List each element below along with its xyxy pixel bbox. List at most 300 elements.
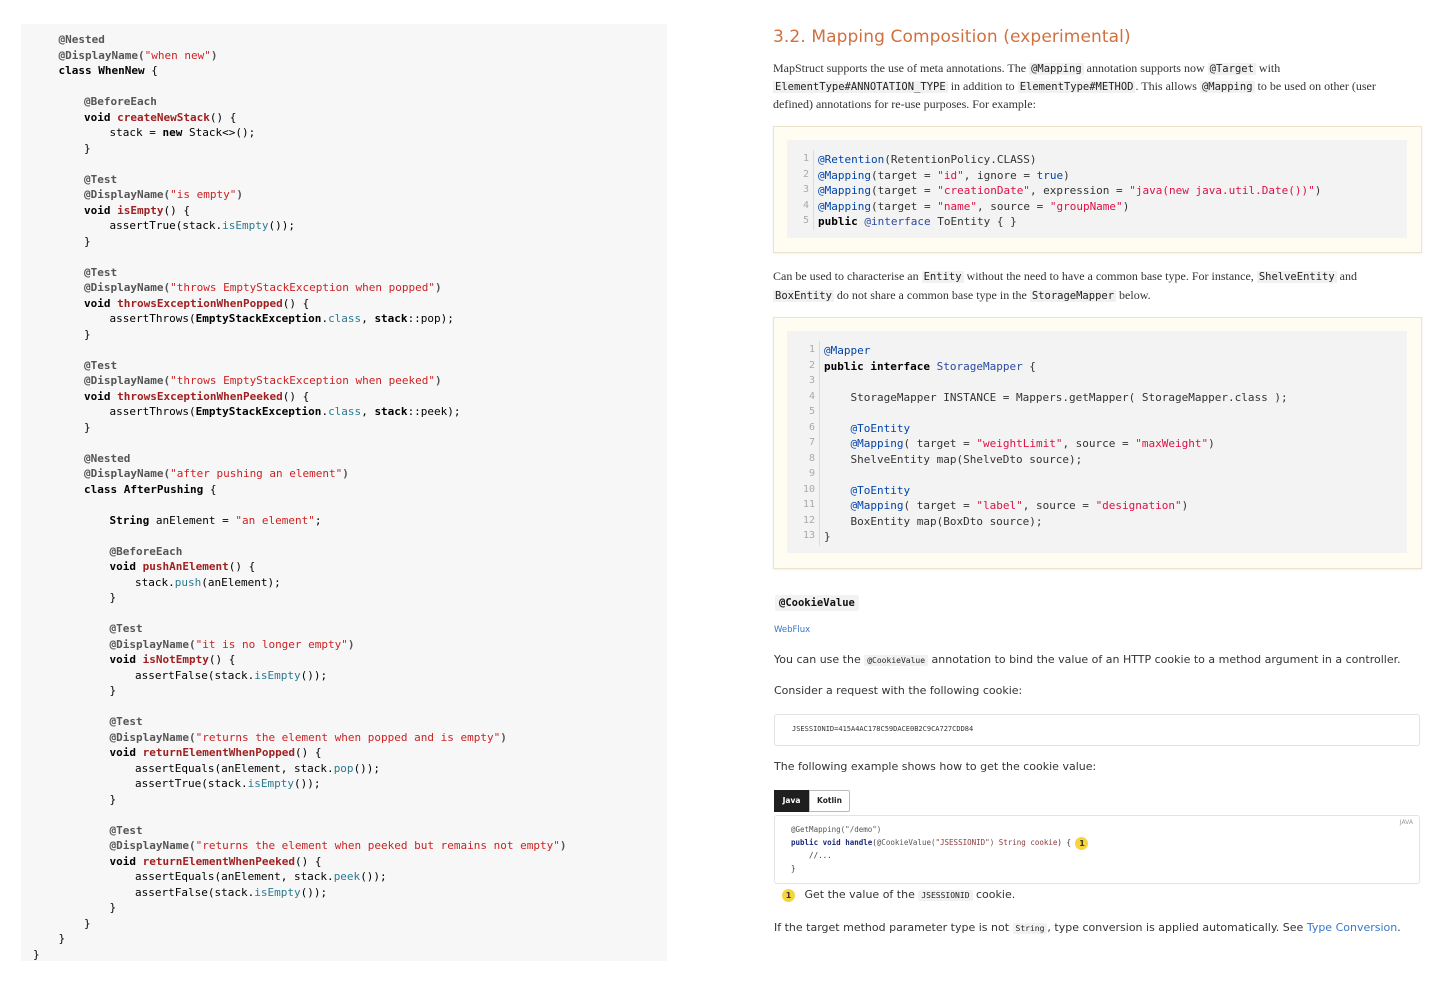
code-token: "is empty" <box>170 188 237 201</box>
code-token: @Mapper <box>824 344 871 357</box>
code-token: new <box>162 126 189 139</box>
code-token: ( <box>872 838 877 847</box>
tab-java[interactable]: Java <box>774 790 809 812</box>
java-code-box <box>774 815 1420 884</box>
code-token: returnElementWhenPeeked <box>142 854 295 868</box>
line-number: 6 <box>808 421 815 433</box>
code-token: @Nested <box>58 33 105 46</box>
code-token: } <box>109 591 117 604</box>
code-token: stack <box>374 312 408 325</box>
code-token: } <box>84 234 91 248</box>
code-token: ( target = <box>903 499 977 512</box>
section-title: 3.2. Mapping Composition (experimental) <box>773 27 1131 47</box>
code-token: @DisplayName( <box>58 48 145 62</box>
code-token: (target = <box>870 168 938 182</box>
code-token: } <box>84 327 91 341</box>
code-token: } <box>33 947 40 961</box>
code-token: ()); <box>293 777 321 790</box>
code-line <box>110 218 295 234</box>
code-line <box>110 792 117 808</box>
code-line <box>59 63 158 79</box>
code-token: throwsExceptionWhenPeeked <box>117 389 283 403</box>
code-token: { <box>203 482 217 496</box>
code-token: , source = <box>1062 437 1136 450</box>
code-token: StorageMapper <box>936 359 1023 373</box>
code-line <box>84 451 130 467</box>
line-number: 4 <box>802 199 809 211</box>
code-token: () { <box>228 560 256 573</box>
code-token: assertFalse(stack. <box>135 885 255 899</box>
left-code-panel <box>21 24 667 961</box>
line-number: 3 <box>802 184 809 195</box>
code-line <box>84 389 309 405</box>
code-line <box>791 862 796 875</box>
text-run: Can be used to characterise an <box>773 269 922 283</box>
cookievalue-paragraph-3: The following example shows how to get the cookie value: <box>774 760 1097 773</box>
code-line <box>84 296 309 312</box>
line-number: 2 <box>802 168 809 180</box>
code-token: StorageMapper INSTANCE = Mappers.getMapper( StorageMapper.class ); <box>824 390 1288 404</box>
code-token: ) <box>210 48 218 62</box>
code-token: @Retention <box>818 153 885 166</box>
code-token: ()); <box>300 668 328 682</box>
code-line <box>84 358 117 374</box>
code-line <box>824 421 910 437</box>
code-token: isEmpty <box>254 668 301 682</box>
code-token: , expression = <box>1029 184 1130 197</box>
code-token: "name" <box>937 199 977 213</box>
text-run: annotation to bind the value of an HTTP cookie to a method argument in a controller. <box>928 653 1401 666</box>
cookievalue-paragraph-1 <box>774 652 1401 669</box>
code-line <box>110 559 256 575</box>
code-token: () { <box>282 389 310 403</box>
code-listing-1-body <box>787 140 1407 238</box>
code-line <box>135 869 387 885</box>
code-line <box>824 529 831 545</box>
inline-code: @Mapping <box>1031 63 1082 75</box>
code-token: @DisplayName( <box>84 374 171 387</box>
code-token: } <box>58 932 66 945</box>
cookie-example-text: JSESSIONID=415A4AC178C59DACE0B2C9CA727CDD84 <box>792 725 974 733</box>
code-line <box>824 359 1036 375</box>
code-token: @Mapping <box>818 184 871 197</box>
code-token <box>824 499 851 512</box>
code-token: ShelveEntity map(ShelveDto source); <box>824 452 1083 466</box>
inline-code: ElementType#METHOD <box>1019 81 1134 93</box>
line-number: 3 <box>808 375 815 386</box>
inline-code: String <box>1013 923 1048 934</box>
code-token: () { <box>294 854 322 868</box>
code-token: isNotEmpty <box>142 653 209 666</box>
code-line <box>84 420 91 436</box>
code-token: Stack<>(); <box>188 126 256 139</box>
code-line <box>135 761 380 777</box>
code-line <box>84 482 216 498</box>
text-run: . <box>1397 921 1401 934</box>
code-token: "weightLimit" <box>976 437 1063 450</box>
code-token: true <box>1036 168 1064 182</box>
inline-code: ElementType#ANNOTATION_TYPE <box>775 81 946 93</box>
code-token <box>824 437 851 450</box>
code-token: ) <box>500 730 507 744</box>
code-token: void <box>84 110 118 124</box>
text-run: in addition to <box>947 79 1018 93</box>
code-line <box>84 172 117 188</box>
code-token: assertThrows( <box>109 405 196 418</box>
code-line <box>84 373 442 389</box>
mapstruct-paragraph-2-line-2 <box>773 286 1151 305</box>
code-token: "throws EmptyStackException when popped" <box>170 281 435 294</box>
inline-code: JSESSIONID <box>918 890 972 901</box>
code-token: } <box>791 864 796 873</box>
code-token: stack <box>374 405 408 418</box>
code-line <box>824 483 910 499</box>
code-token: @DisplayName( <box>84 281 171 294</box>
code-line <box>110 637 355 653</box>
text-run: do not share a common base type in the <box>833 288 1030 302</box>
code-token: isEmpty <box>222 219 269 232</box>
code-line <box>84 94 157 110</box>
code-token: assertTrue(stack. <box>135 777 248 790</box>
line-number: 7 <box>808 437 815 448</box>
code-token: } <box>109 684 117 697</box>
code-line <box>110 714 143 730</box>
code-line <box>110 652 236 668</box>
code-token: @BeforeEach <box>109 544 183 558</box>
code-token: { <box>1022 359 1036 373</box>
mapstruct-paragraph-1-line-2 <box>773 77 1376 96</box>
text-run: . This allows <box>1135 79 1200 93</box>
code-token: "id" <box>937 168 964 182</box>
code-line <box>824 343 870 359</box>
code-token: returnElementWhenPopped <box>142 746 295 759</box>
code-token: , ignore = <box>963 168 1037 182</box>
inline-code: BoxEntity <box>775 290 832 302</box>
code-token: EmptyStackException <box>195 405 322 418</box>
code-token: public <box>818 215 865 228</box>
code-token: EmptyStackException <box>195 312 322 325</box>
mapstruct-paragraph-2 <box>773 267 1357 286</box>
code-token: () { <box>282 296 310 310</box>
code-token: pop <box>333 761 354 775</box>
line-number: 2 <box>808 359 815 371</box>
code-line <box>135 575 281 591</box>
text-run: If the target method parameter type is not <box>774 921 1013 934</box>
code-token: String <box>109 513 156 527</box>
code-token: //... <box>791 851 832 860</box>
code-token: ::pop); <box>407 312 454 325</box>
code-token: void <box>84 389 118 403</box>
code-token: pushAnElement <box>142 560 229 573</box>
code-token: BoxEntity map(BoxDto source); <box>824 514 1043 528</box>
language-label: JAVA <box>1399 819 1413 826</box>
tab-kotlin[interactable]: Kotlin <box>809 790 850 812</box>
code-token: () { <box>294 746 322 759</box>
code-token: "returns the element when peeked but remains not empty" <box>195 839 560 852</box>
code-token: ToEntity { } <box>930 215 1017 228</box>
cookievalue-heading: @CookieValue <box>775 595 859 611</box>
code-line <box>59 32 105 48</box>
code-line <box>791 823 881 836</box>
code-line <box>110 823 143 839</box>
line-number: 13 <box>802 530 815 541</box>
code-token: . <box>321 312 329 325</box>
code-token: , source = <box>1022 499 1096 512</box>
line-number: 5 <box>808 406 815 417</box>
code-token: } <box>109 792 117 806</box>
code-token: (target = <box>870 199 938 213</box>
code-line <box>110 838 567 854</box>
code-token: assertTrue(stack. <box>109 219 223 232</box>
code-token: void <box>109 746 143 759</box>
code-token: . <box>321 405 329 418</box>
code-token: class <box>84 482 124 496</box>
code-token: { <box>144 64 158 77</box>
callout-note <box>782 888 1015 902</box>
inline-code: @Target <box>1209 63 1254 75</box>
code-line <box>84 141 91 157</box>
code-token: ) <box>1122 199 1130 213</box>
code-line <box>824 390 1288 406</box>
code-line <box>110 513 322 529</box>
inline-code: Entity <box>923 271 962 283</box>
code-token <box>824 422 851 435</box>
code-token: @DisplayName( <box>109 839 196 852</box>
code-token: "groupName" <box>1049 199 1123 213</box>
code-token: isEmpty <box>117 203 164 217</box>
code-token: (target = <box>870 184 938 197</box>
text-run: You can use the <box>774 653 865 666</box>
code-line <box>135 885 327 901</box>
code-line <box>824 498 1188 514</box>
callout-badge: 1 <box>1075 837 1088 850</box>
code-token: , <box>361 312 375 325</box>
code-token: @GetMapping("/demo") <box>791 825 882 834</box>
line-number: 12 <box>802 514 815 526</box>
mapstruct-paragraph-1-line-3: defined) annotations for re-use purposes. For example: <box>773 97 1036 111</box>
code-token: "creationDate" <box>937 184 1030 197</box>
code-token <box>824 484 851 497</box>
code-token: () { <box>209 110 237 124</box>
code-line <box>818 183 1321 199</box>
code-line <box>110 621 143 637</box>
code-line <box>110 854 322 870</box>
code-token: (anElement); <box>201 575 281 589</box>
code-line <box>84 280 442 296</box>
code-line <box>818 168 1070 184</box>
code-token: , <box>361 405 375 418</box>
code-token: @CookieValue( <box>876 838 936 847</box>
code-token: @Test <box>109 715 143 728</box>
code-token: assertFalse(stack. <box>135 668 255 682</box>
code-token: } <box>109 901 117 914</box>
text-run: without the need to have a common base type. For instance, <box>963 269 1257 283</box>
callout-text <box>805 888 1016 901</box>
code-token: "throws EmptyStackException when peeked" <box>170 374 435 387</box>
code-line <box>110 404 461 420</box>
line-number: 8 <box>808 452 815 464</box>
code-token: void <box>109 653 143 666</box>
code-token: "an element" <box>235 513 315 527</box>
code-token: String cookie <box>998 838 1058 847</box>
code-line <box>84 327 91 343</box>
code-line <box>110 745 322 761</box>
code-token: class <box>58 64 99 77</box>
code-token: "maxWeight" <box>1135 437 1209 450</box>
code-token: @Mapping <box>850 499 904 512</box>
code-token: ) <box>1314 184 1322 197</box>
code-token: ) <box>347 637 355 651</box>
code-token: void <box>84 296 118 310</box>
code-token: ()); <box>353 761 381 775</box>
code-token: @DisplayName( <box>109 637 196 651</box>
code-token: @DisplayName( <box>109 730 196 744</box>
line-number: 9 <box>808 468 815 479</box>
code-line <box>110 900 117 916</box>
code-token: @Mapping <box>818 168 871 182</box>
text-run: below. <box>1116 288 1151 302</box>
code-token: void <box>109 560 143 573</box>
code-token: WhenNew <box>98 64 145 77</box>
code-token: ) <box>1063 168 1070 182</box>
code-token: AfterPushing <box>123 482 204 496</box>
cookie-example-box <box>774 714 1420 746</box>
code-line <box>84 187 243 203</box>
code-token: @DisplayName( <box>84 467 171 480</box>
line-number: 11 <box>802 499 815 510</box>
cookievalue-paragraph-2: Consider a request with the following cookie: <box>774 684 1023 697</box>
type-conversion-link[interactable]: Type Conversion <box>1306 921 1398 934</box>
code-line <box>791 836 1088 849</box>
code-line <box>110 544 183 560</box>
code-line <box>824 436 1215 452</box>
code-token: isEmpty <box>247 777 294 790</box>
code-line <box>59 931 66 947</box>
code-line <box>110 590 117 606</box>
code-token: stack. <box>135 575 175 589</box>
code-line <box>824 514 1043 530</box>
code-line <box>135 668 327 684</box>
code-token: anElement = <box>155 513 236 527</box>
code-token: void <box>109 854 143 868</box>
code-line <box>135 776 320 792</box>
gutter-divider <box>819 341 820 546</box>
code-token: @ToEntity <box>850 483 911 497</box>
code-token: ()); <box>300 885 328 899</box>
code-token: ) <box>435 281 442 294</box>
code-token: class <box>328 312 362 325</box>
text-run: annotation supports now <box>1083 61 1208 75</box>
code-token: ()); <box>268 219 295 232</box>
code-token: stack = <box>109 126 163 139</box>
code-token: "designation" <box>1095 499 1182 512</box>
code-line <box>59 48 218 64</box>
code-token: assertThrows( <box>109 312 196 325</box>
code-token: @Test <box>84 172 118 186</box>
code-token: push <box>174 575 202 589</box>
line-number: 4 <box>808 390 815 402</box>
inline-code: @CookieValue <box>864 655 928 666</box>
code-token: () { <box>163 203 190 217</box>
code-token: assertEquals(anElement, stack. <box>135 870 334 883</box>
code-token: public interface <box>824 359 937 373</box>
code-token: "returns the element when popped and is empty" <box>195 730 501 744</box>
code-token: @ToEntity <box>850 421 911 435</box>
code-token: ; <box>314 513 322 527</box>
code-token: "when new" <box>144 48 211 62</box>
code-token: ) <box>1181 499 1189 512</box>
inline-code: ShelveEntity <box>1258 271 1335 283</box>
code-token: } <box>824 530 831 543</box>
line-number: 10 <box>802 483 815 495</box>
gutter-divider <box>813 150 814 230</box>
code-listing-2 <box>773 317 1422 569</box>
text-run: cookie. <box>972 888 1016 901</box>
code-line <box>84 265 117 281</box>
code-token: ( target = <box>903 437 977 450</box>
code-token: handle <box>845 838 873 847</box>
code-line <box>84 916 91 932</box>
code-line <box>84 234 91 250</box>
code-token: peek <box>333 870 361 883</box>
text-run: with <box>1255 61 1281 75</box>
code-line <box>824 452 1082 468</box>
line-number: 1 <box>808 344 815 355</box>
code-token: @Nested <box>84 451 131 465</box>
mapstruct-paragraph-1 <box>773 59 1280 78</box>
code-line <box>791 849 832 862</box>
line-number: 1 <box>802 153 809 164</box>
code-token: @Mapping <box>818 199 871 213</box>
code-line <box>110 683 117 699</box>
code-token: isEmpty <box>254 885 301 899</box>
code-line <box>84 110 236 126</box>
code-token: ) <box>1208 437 1215 450</box>
code-token: () { <box>208 653 236 666</box>
inline-code: StorageMapper <box>1031 290 1115 302</box>
code-line <box>84 466 349 482</box>
code-token: @Test <box>84 265 118 279</box>
cookievalue-final-paragraph <box>774 920 1401 937</box>
code-token: ) <box>236 188 243 201</box>
line-number: 5 <box>802 215 809 226</box>
code-token: throwsExceptionWhenPopped <box>117 296 283 310</box>
code-token: ::peek); <box>407 405 461 418</box>
code-token: @Test <box>109 622 143 635</box>
code-line <box>818 152 1037 168</box>
webflux-link[interactable]: WebFlux <box>774 625 811 635</box>
code-token: ()); <box>360 870 387 883</box>
code-token: ) <box>435 374 442 387</box>
code-token: "label" <box>976 499 1023 512</box>
text-run: MapStruct supports the use of meta annotations. The <box>773 61 1030 75</box>
code-line <box>33 947 40 963</box>
code-token: ) <box>342 467 349 480</box>
code-token: } <box>84 141 91 155</box>
code-token: } <box>84 420 91 434</box>
code-line <box>84 203 190 219</box>
code-listing-2-body <box>787 331 1407 553</box>
code-token: "it is no longer empty" <box>195 637 348 651</box>
callout-badge: 1 <box>782 889 795 902</box>
code-token: ) <box>559 839 567 852</box>
code-line <box>818 214 1017 230</box>
code-token: @Mapping <box>850 437 904 450</box>
text-run: to be used on other (user <box>1254 79 1376 93</box>
code-token: "after pushing an element" <box>170 467 343 480</box>
text-run: , type conversion is applied automatically. See <box>1047 921 1307 934</box>
code-token: , source = <box>976 199 1050 213</box>
